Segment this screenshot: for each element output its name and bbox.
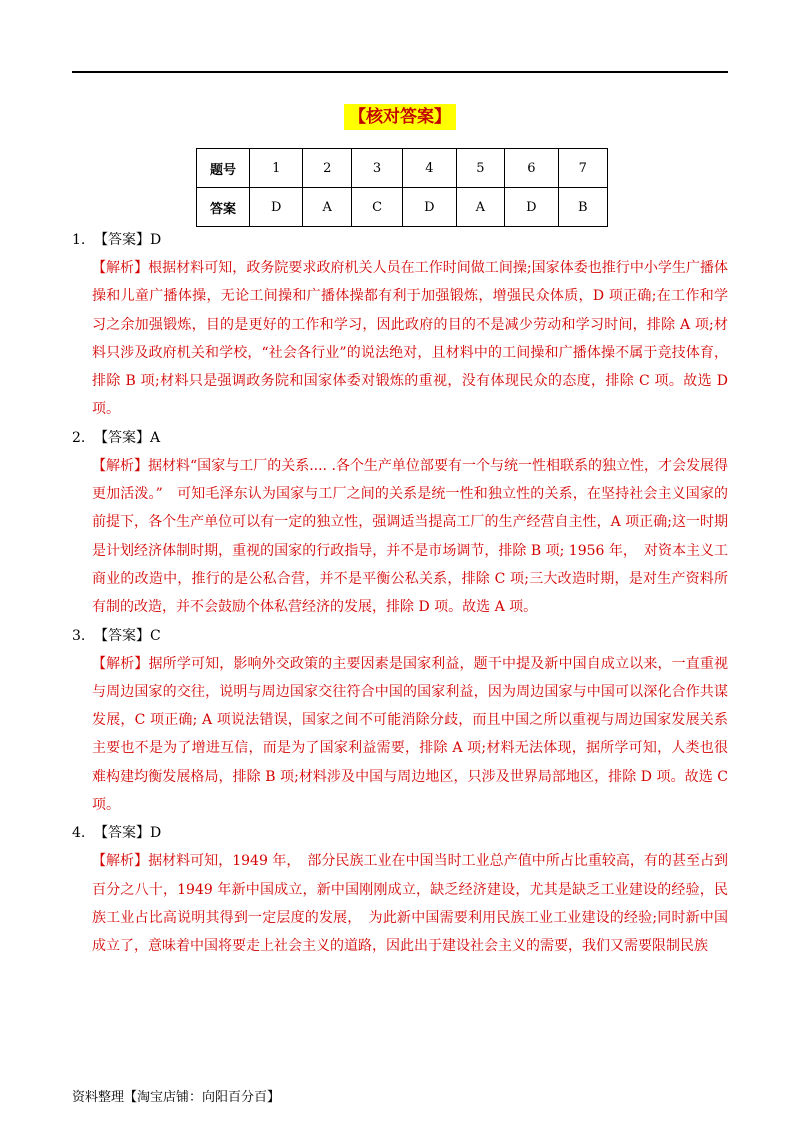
table-cell-answer: A — [456, 188, 505, 227]
table-cell-number: 2 — [303, 149, 352, 188]
question-item — [72, 819, 728, 960]
table-header-number: 题号 — [197, 149, 250, 188]
table-header-answer: 答案 — [197, 188, 250, 227]
analysis-paragraph — [72, 254, 728, 424]
answer-text: 【答案】D — [94, 232, 162, 248]
question-number: 1. — [72, 232, 86, 248]
analysis-text: 根据材料可知，政务院要求政府机关人员在工作时间做工间操;国家体委也推行中小学生广播体操和儿童广播体操，无论工间操和广播体操都有利于加强锻炼，增强民众体质，D 项正确;在工作和学习之余加强锻炼，目的是更好的工作和学习，因此政府的目的不是减少劳动和学习时间，排除 A 项;材料只涉及政府机关和学校，“社会各行业”的说法绝对，且材料中的工间操和广播体操不属于竞技体育，排除 B 项;材料只是强调政务院和国家体委对锻炼的重视，没有体现民众的态度，排除 C 项。故选 D 项。 — [92, 260, 729, 418]
title-container — [0, 104, 800, 130]
analysis-tag: 【解析】 — [92, 853, 149, 870]
analysis-tag: 【解析】 — [92, 655, 149, 672]
analysis-tag: 【解析】 — [92, 457, 149, 474]
table-cell-answer: D — [505, 188, 558, 227]
analysis-text: 据材料可知，1949 年， 部分民族工业在中国当时工业总产值中所占比重较高，有的甚至占到百分之八十，1949 年新中国成立，新中国刚刚成立，缺乏经济建设，尤其是缺乏工业建设的经验，民族工业占比高说明其得到一定层度的发展， 为此新中国需要利用民族工业工业建设的经验;同时新中国成立了，意味着中国将要走上社会主义的道路，因此出于建设社会主义的需要，我们又需要限制民族 — [92, 853, 729, 955]
answer-line — [72, 424, 728, 452]
question-item — [72, 226, 728, 424]
question-number: 3. — [72, 627, 86, 644]
answer-explanations — [72, 226, 728, 961]
table-cell-answer: A — [303, 188, 352, 227]
table-cell-number: 6 — [505, 149, 558, 188]
analysis-paragraph — [72, 452, 728, 622]
table-cell-number: 5 — [456, 149, 505, 188]
question-number: 2. — [72, 429, 86, 446]
question-item — [72, 622, 728, 820]
question-item — [72, 424, 728, 622]
analysis-paragraph — [72, 650, 728, 820]
table-cell-answer: D — [403, 188, 456, 227]
table-cell-answer: D — [250, 188, 303, 227]
table-row-answers — [197, 188, 608, 227]
answer-line — [72, 226, 728, 254]
question-number: 4. — [72, 825, 86, 842]
analysis-tag: 【解析】 — [92, 260, 149, 276]
table-cell-number: 1 — [250, 149, 303, 188]
answer-text: 【答案】C — [94, 627, 161, 644]
page-title: 【核对答案】 — [344, 104, 456, 130]
table-cell-number: 7 — [558, 149, 607, 188]
table-cell-number: 4 — [403, 149, 456, 188]
analysis-text: 据所学可知，影响外交政策的主要因素是国家利益，题干中提及新中国自成立以来，一直重视 与周边国家的交往，说明与周边国家交往符合中国的国家利益，因为周边国家与中国可以深化合作共谋发展，C 项正确; A 项说法错误，国家之间不可能消除分歧，而且中国之所以重视与周边国家发展关系主要也不是为了增进互信，而是为了国家利益需要，排除 A 项;材料无法体现，据所学可知，人类也很难构建均衡发展格局，排除 B 项;材料涉及中国与周边地区，只涉及世界局部地区，排除 D 项。故选 C 项。 — [92, 655, 728, 814]
answer-text: 【答案】A — [94, 429, 161, 446]
analysis-paragraph — [72, 847, 728, 960]
analysis-text: 据材料“国家与工厂的关系.... .各个生产单位部要有一个与统一性相联系的独立性，才会发展得更加活泼。” 可知毛泽东认为国家与工厂之间的关系是统一性和独立性的关系，在坚持社会主义国家的前提下，各个生产单位可以有一定的独立性，强调适当提高工厂的生产经营自主性，A 项正确;这一时期是计划经济体制时期，重视的国家的行政指导，并不是市场调节，排除 B 项; 1956 年， 对资本主义工商业的改造中，推行的是公私合营，并不是平衡公私关系，排除 C 项;三大改造时期，是对生产资料所有制的改造，并不会鼓励个体私营经济的发展，排除 D 项。故选 A 项。 — [92, 457, 728, 616]
answer-table — [196, 148, 608, 227]
answer-text: 【答案】D — [94, 825, 162, 842]
answer-line — [72, 819, 728, 847]
table-cell-number: 3 — [351, 149, 402, 188]
table-row-numbers — [197, 149, 608, 188]
table-cell-answer: C — [351, 188, 402, 227]
page-footer: 资料整理【淘宝店铺：向阳百分百】 — [72, 1090, 281, 1105]
table-cell-answer: B — [558, 188, 607, 227]
answer-line — [72, 622, 728, 650]
header-rule — [72, 71, 728, 73]
